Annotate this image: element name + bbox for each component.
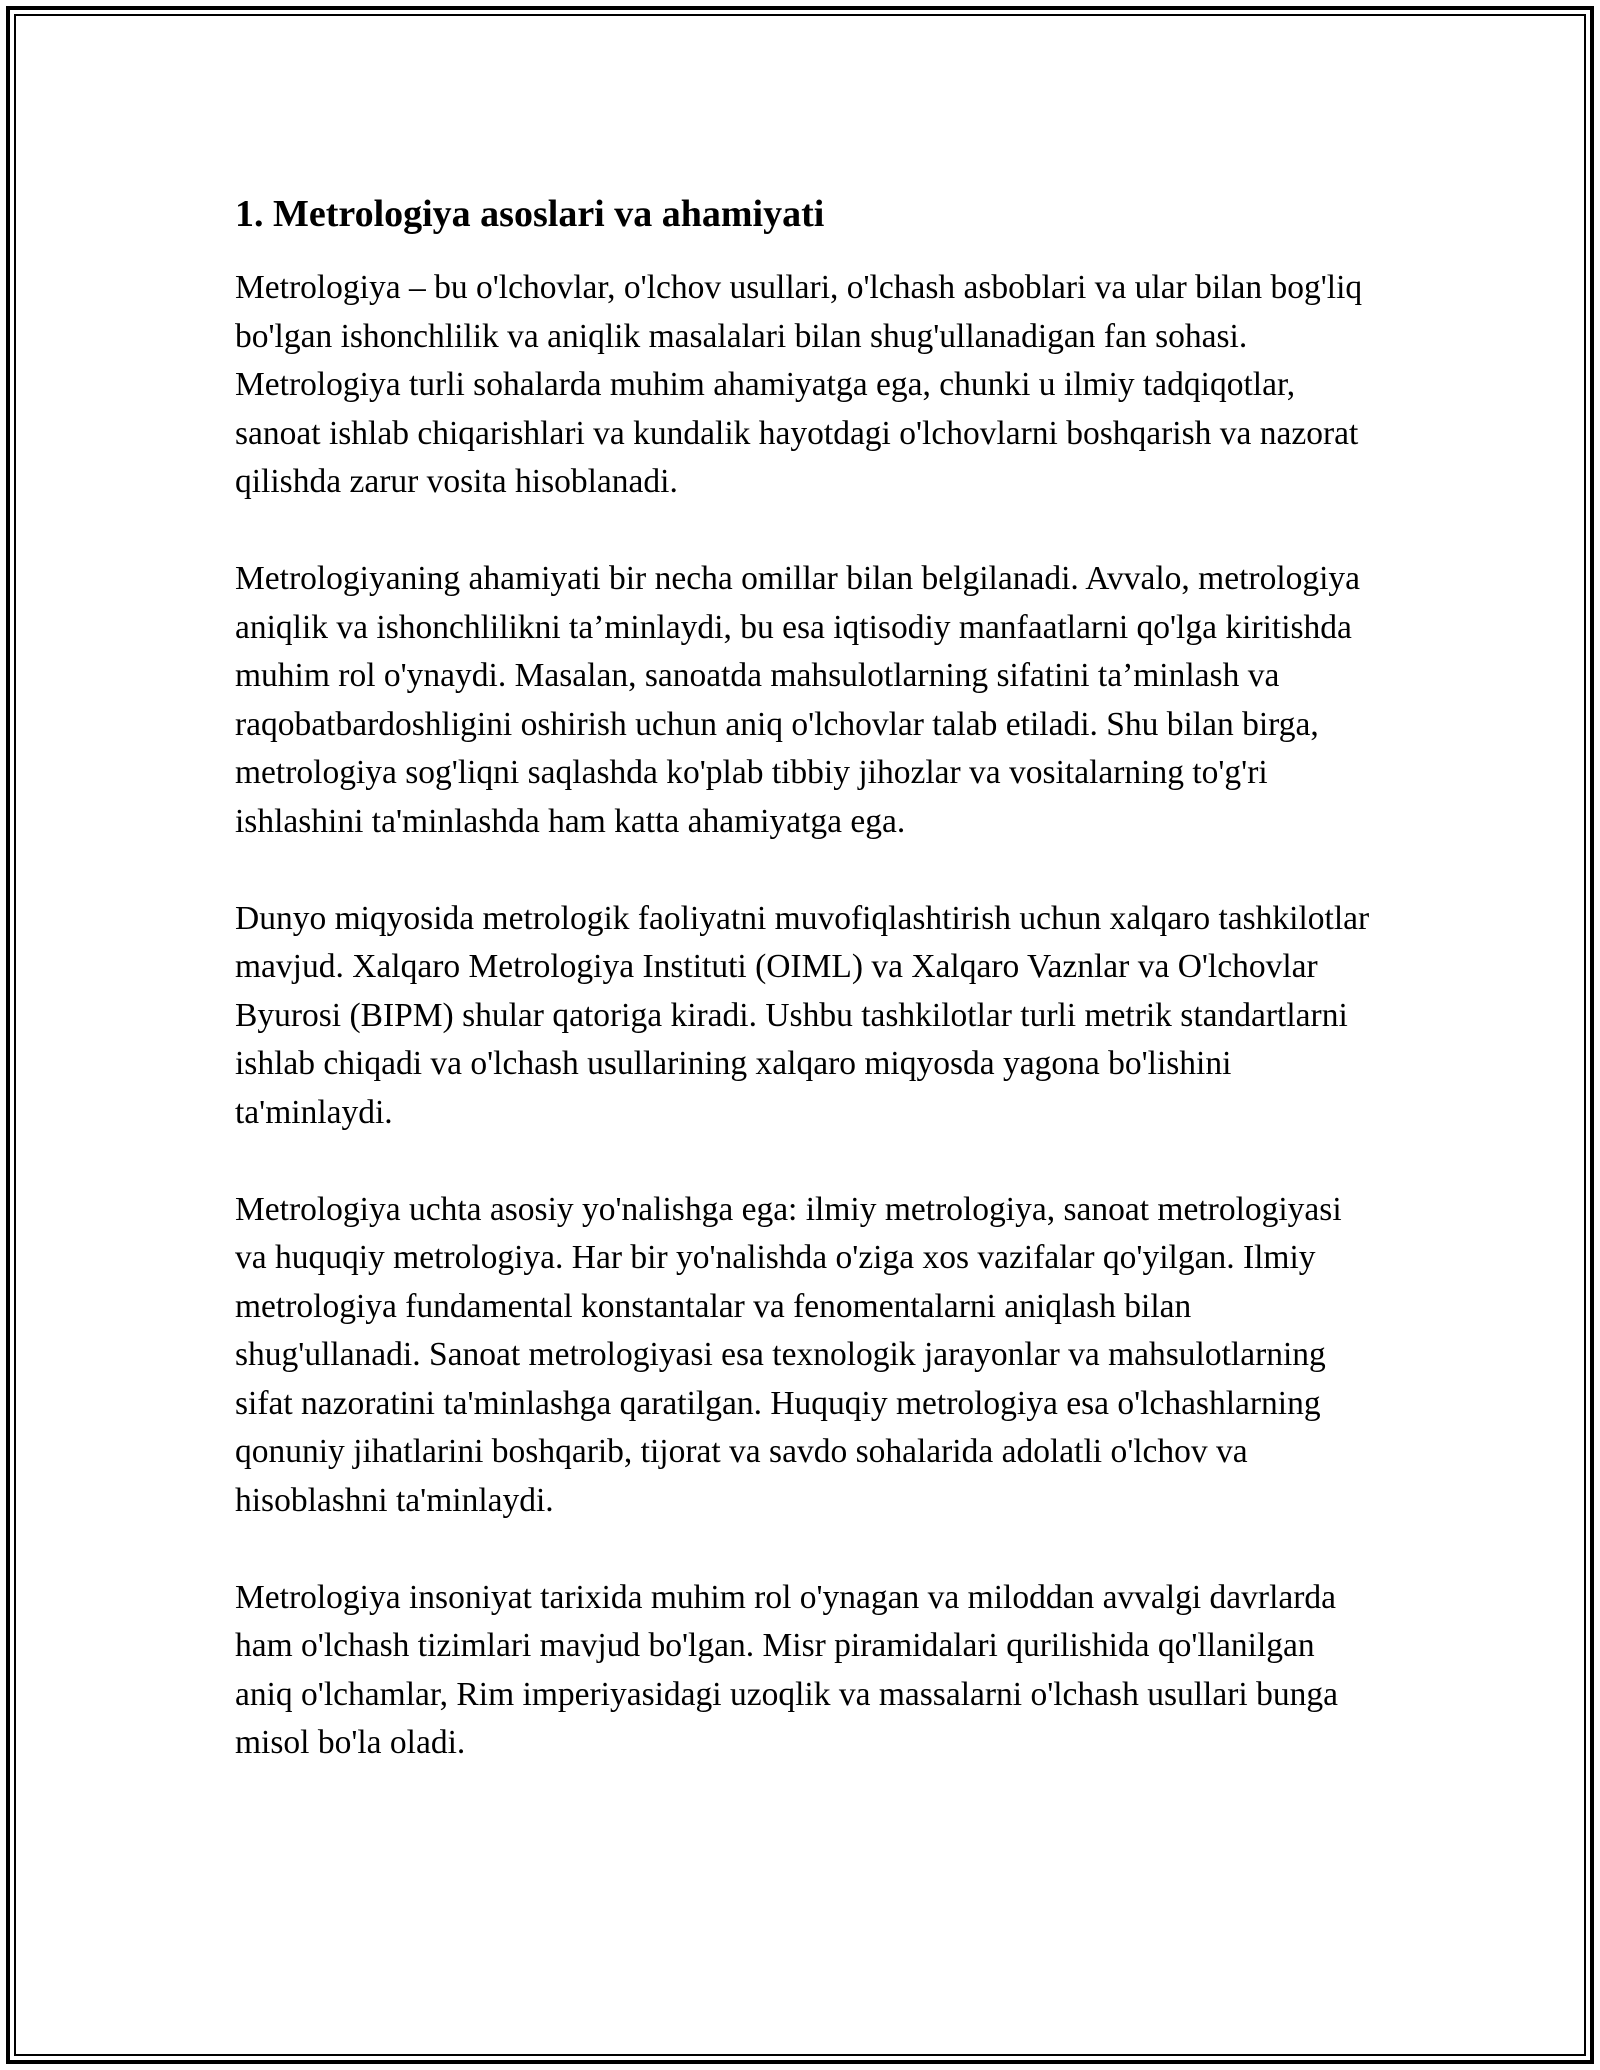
paragraph-history: Metrologiya insoniyat tarixida muhim rol o'ynagan va miloddan avvalgi davrlarda ham o'lchash tizimlari mavjud bo'lgan. Misr piramidalari qurilishida qo'llanilgan aniq o'lchamlar, Rim imperiyasidagi uzoqlik va massalarni o'lchash usullari bunga misol bo'la oladi.: [235, 1578, 1338, 1761]
document-body: [235, 188, 1380, 1816]
paragraph-intro: Metrologiya – bu o'lchovlar, o'lchov usullari, o'lchash asboblari va ular bilan bog'liq bo'lgan ishonchlilik va aniqlik masalalari bilan shug'ullanadigan fan sohasi. Metrologiya turli sohalarda muhim ahamiyatga ega, chunki u ilmiy tadqiqotlar, sanoat ishlab chiqarishlari va kundalik hayotdagi o'lchovlarni boshqarish va nazorat qilishda zarur vosita hisoblanadi.: [235, 269, 1363, 500]
section-heading: 1. Metrologiya asoslari va ahamiyati: [235, 193, 825, 235]
paragraph-importance: Metrologiyaning ahamiyati bir necha omillar bilan belgilanadi. Avvalo, metrologiya aniqlik va ishonchlilikni ta’minlaydi, bu esa iqtisodiy manfaatlarni qo'lga kiritishda muhim rol o'ynaydi. Masalan, sanoatda mahsulotlarning sifatini ta’minlash va raqobatbardoshligini oshirish uchun aniq o'lchovlar talab etiladi. Shu bilan birga, metrologiya sog'liqni saqlashda ko'plab tibbiy jihozlar va vositalarning to'g'ri ishlashini ta'minlashda ham katta ahamiyatga ega.: [235, 560, 1361, 840]
paragraph-organizations: Dunyo miqyosida metrologik faoliyatni muvofiqlashtirish uchun xalqaro tashkilotlar mavjud. Xalqaro Metrologiya Instituti (OIML) va Xalqaro Vaznlar va O'lchovlar Byurosi (BIPM) shular qatoriga kiradi. Ushbu tashkilotlar turli metrik standartlarni ishlab chiqadi va o'lchash usullarining xalqaro miqyosda yagona bo'lishini ta'minlaydi.: [235, 899, 1370, 1131]
paragraph-directions: Metrologiya uchta asosiy yo'nalishga ega: ilmiy metrologiya, sanoat metrologiyasi va huquqiy metrologiya. Har bir yo'nalishda o'ziga xos vazifalar qo'yilgan. Ilmiy metrologiya fundamental konstantalar va fenomentalarni aniqlash bilan shug'ullanadi. Sanoat metrologiyasi esa texnologik jarayonlar va mahsulotlarning sifat nazoratini ta'minlashga qaratilgan. Huquqiy metrologiya esa o'lchashlarning qonuniy jihatlarini boshqarib, tijorat va savdo sohalarida adolatli o'lchov va hisoblashni ta'minlaydi.: [235, 1190, 1342, 1519]
